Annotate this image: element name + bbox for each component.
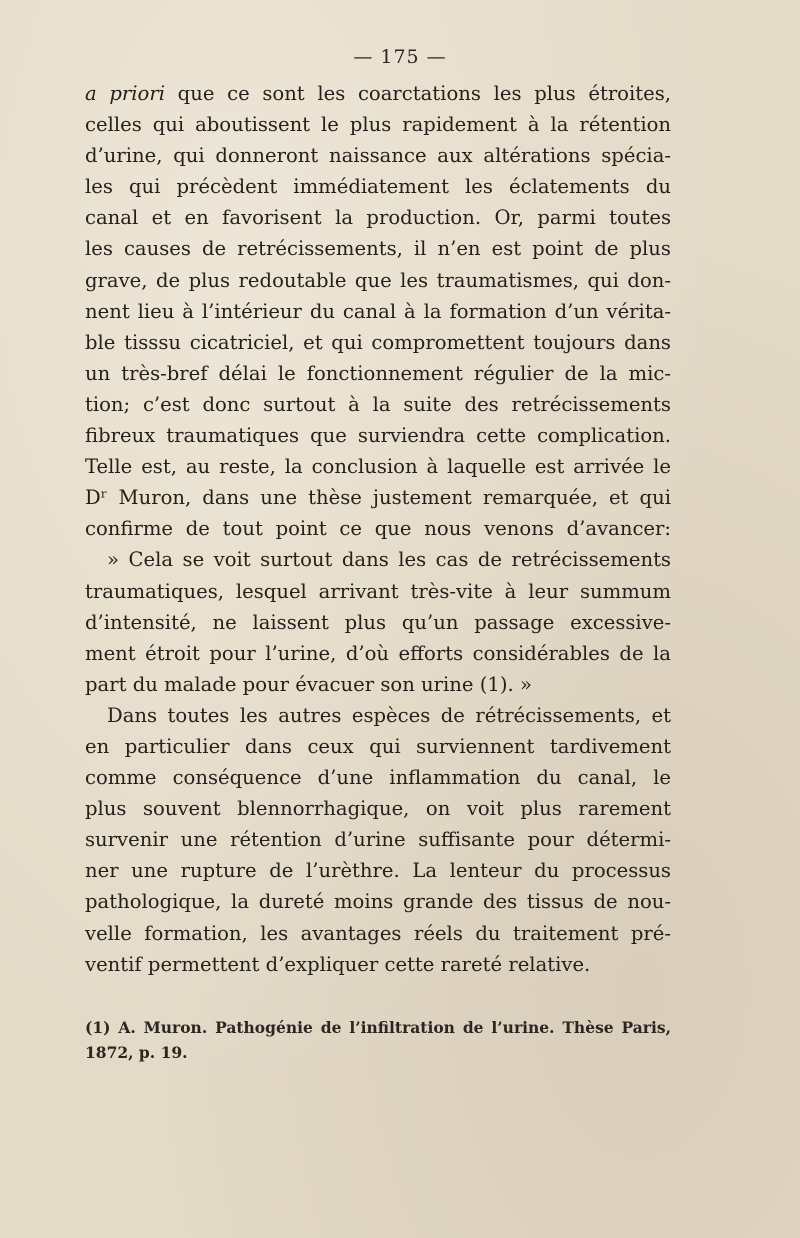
text-line: les causes de retrécissements, il n’en est point de plus — [85, 237, 671, 261]
text-line: celles qui aboutissent le plus rapidement à la rétention — [85, 113, 671, 137]
text-line: pathologique, la dureté moins grande des tissus de nou- — [85, 890, 671, 914]
text-line: ner une rupture de l’urèthre. La lenteur du processus — [85, 859, 671, 883]
page-number: — 175 — — [353, 46, 447, 68]
text-line: en particulier dans ceux qui surviennent tardivement — [85, 734, 671, 758]
text-line: ment étroit pour l’urine, d’où efforts considérables de la — [85, 641, 671, 665]
text-line: ble tisssu cicatriciel, et qui compromettent toujours dans — [85, 330, 671, 354]
text-line: traumatiques, lesquel arrivant très-vite à leur summum — [85, 579, 671, 603]
text-line: un très-bref délai le fonctionnement régulier de la mic- — [85, 361, 671, 385]
footnote — [85, 1015, 671, 1065]
text-line — [85, 78, 671, 109]
text-line: confirme de tout point ce que nous venons d’avancer: — [85, 517, 671, 541]
text-line: d’intensité, ne laissent plus qu’un passage excessive- — [85, 610, 671, 634]
paragraph-1 — [85, 78, 671, 700]
text-line: survenir une rétention d’urine suffisante pour détermi- — [85, 828, 671, 852]
text-line: les qui précèdent immédiatement les éclatements du — [85, 175, 671, 199]
main-text — [85, 78, 671, 980]
text-line: velle formation, les avantages réels du traitement pré- — [85, 921, 671, 945]
text-line: grave, de plus redoutable que les traumatismes, qui don- — [85, 268, 671, 292]
text-line: part du malade pour évacuer son urine (1). » — [85, 672, 532, 696]
line-text: que ce sont les coarctations les plus étroites, — [177, 82, 672, 105]
text-line: Dans toutes les autres espèces de rétrécissements, et — [107, 703, 671, 727]
text-line: comme conséquence d’une inflammation du canal, le — [85, 766, 671, 790]
text-line: tion; c’est donc surtout à la suite des retrécissements — [85, 392, 671, 416]
text-line: » Cela se voit surtout dans les cas de retrécissements — [107, 548, 671, 572]
text-line: ventif permettent d’expliquer cette rareté relative. — [85, 952, 591, 976]
text-line: d’urine, qui donneront naissance aux altérations spécia- — [85, 144, 671, 168]
text-line: plus souvent blennorrhagique, on voit plus rarement — [85, 797, 671, 821]
text-line: fibreux traumatiques que surviendra cette complication. — [85, 424, 671, 448]
footnote-line: (1) A. Muron. Pathogénie de l’infiltration de l’urine. Thèse Paris, — [85, 1018, 671, 1037]
footnote-line: 1872, p. 19. — [85, 1043, 188, 1062]
paragraph-2 — [85, 700, 671, 980]
text-line: nent lieu à l’intérieur du canal à la formation d’un vérita- — [85, 299, 671, 323]
text-line: Dʳ Muron, dans une thèse justement remarquée, et qui — [85, 486, 671, 510]
text-line: canal et en favorisent la production. Or, parmi toutes — [85, 206, 671, 230]
italic-phrase: a priori — [85, 82, 165, 105]
text-line: Telle est, au reste, la conclusion à laquelle est arrivée le — [85, 455, 671, 479]
